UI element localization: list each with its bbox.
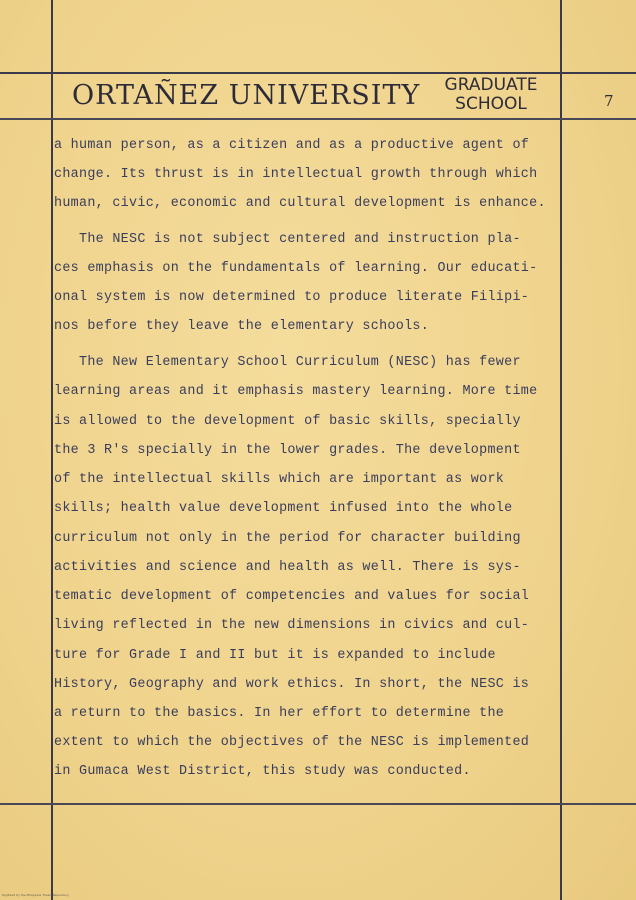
- text-line: tematic development of competencies and values for social: [54, 589, 530, 604]
- school-line-2: SCHOOL: [455, 94, 527, 114]
- text-line: extent to which the objectives of the NESC is implemented: [54, 735, 530, 750]
- scan-footnote: Digitized by the Philippine Thesis Repository: [2, 893, 69, 897]
- university-title: ORTAÑEZ UNIVERSITY: [72, 80, 421, 111]
- text-line: ture for Grade I and II but it is expanded to include: [54, 648, 496, 663]
- text-line: change. Its thrust is in intellectual growth through which: [54, 167, 538, 182]
- footer-rule: [0, 803, 636, 805]
- text-line: of the intellectual skills which are important as work: [54, 472, 505, 487]
- right-margin-rule: [560, 0, 562, 900]
- school-line-1: GRADUATE: [444, 75, 538, 95]
- text-line: onal system is now determined to produce literate Filipi-: [54, 290, 530, 305]
- page-number: 7: [604, 92, 614, 110]
- text-line: learning areas and it emphasis mastery learning. More time: [54, 384, 538, 399]
- text-line: human, civic, economic and cultural development is enhance.: [54, 196, 546, 211]
- text-line: The New Elementary School Curriculum (NESC) has fewer: [54, 355, 521, 370]
- text-line: activities and science and health as well. There is sys-: [54, 560, 521, 575]
- text-line: The NESC is not subject centered and instruction pla-: [54, 232, 521, 247]
- text-line: skills; health value development infused into the whole: [54, 501, 513, 516]
- text-line: nos before they leave the elementary schools.: [54, 319, 430, 334]
- text-line: History, Geography and work ethics. In short, the NESC is: [54, 677, 530, 692]
- text-line: in Gumaca West District, this study was conducted.: [54, 764, 471, 779]
- text-line: living reflected in the new dimensions in civics and cul-: [54, 618, 530, 633]
- text-line: curriculum not only in the period for character building: [54, 531, 521, 546]
- text-line: ces emphasis on the fundamentals of learning. Our educati-: [54, 261, 538, 276]
- text-line: a human person, as a citizen and as a productive agent of: [54, 138, 530, 153]
- text-line: the 3 R's specially in the lower grades. The development: [54, 443, 521, 458]
- header-top-rule: [0, 72, 636, 74]
- graduate-school-label: [440, 76, 542, 114]
- text-line: a return to the basics. In her effort to determine the: [54, 706, 505, 721]
- left-margin-rule: [51, 0, 53, 900]
- text-line: is allowed to the development of basic skills, specially: [54, 414, 521, 429]
- header-bottom-rule: [0, 118, 636, 120]
